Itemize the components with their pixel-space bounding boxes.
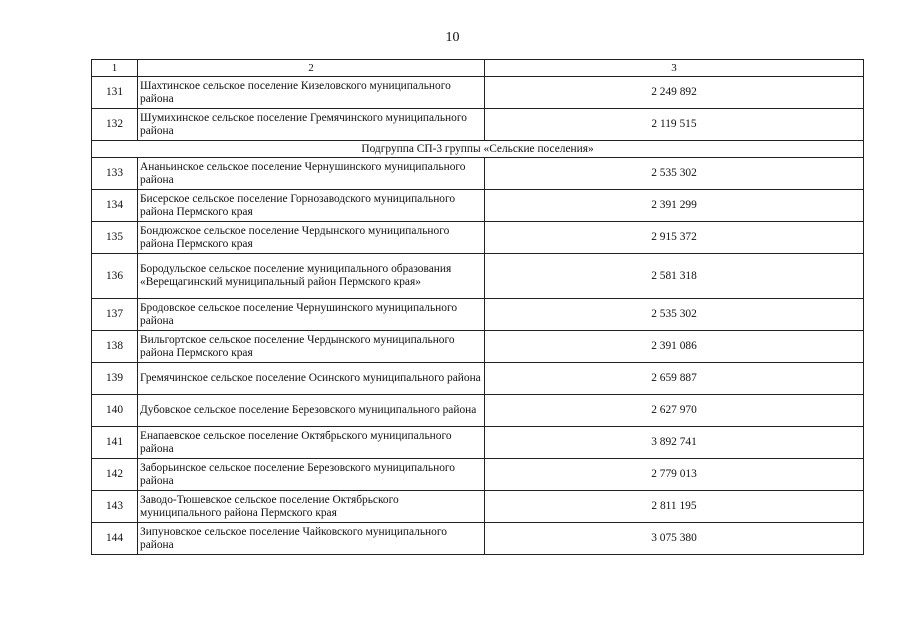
settlement-name: Бородульское сельское поселение муниципального образования «Верещагинский муниципальный район Пермского края»	[138, 254, 485, 299]
table-header-row	[92, 60, 864, 77]
amount-value: 2 915 372	[485, 222, 864, 254]
settlement-name: Заборьинское сельское поселение Березовского муниципального района	[138, 459, 485, 491]
amount-value: 2 249 892	[485, 77, 864, 109]
table-row	[92, 331, 864, 363]
row-number: 131	[92, 77, 138, 109]
subgroup-header-row	[92, 141, 864, 158]
table-row	[92, 395, 864, 427]
amount-value: 3 075 380	[485, 523, 864, 555]
settlement-name: Гремячинское сельское поселение Осинского муниципального района	[138, 363, 485, 395]
budget-table	[91, 59, 864, 555]
table-row	[92, 190, 864, 222]
settlement-name: Бродовское сельское поселение Чернушинского муниципального района	[138, 299, 485, 331]
row-number: 143	[92, 491, 138, 523]
row-number: 133	[92, 158, 138, 190]
settlement-name: Шумихинское сельское поселение Гремячинского муниципального района	[138, 109, 485, 141]
amount-value: 3 892 741	[485, 427, 864, 459]
settlement-name: Бондюжское сельское поселение Чердынского муниципального района Пермского края	[138, 222, 485, 254]
row-number: 132	[92, 109, 138, 141]
amount-value: 2 581 318	[485, 254, 864, 299]
table-row	[92, 427, 864, 459]
table-row	[92, 254, 864, 299]
settlement-name: Дубовское сельское поселение Березовского муниципального района	[138, 395, 485, 427]
amount-value: 2 659 887	[485, 363, 864, 395]
table-row	[92, 491, 864, 523]
amount-value: 2 119 515	[485, 109, 864, 141]
table-row	[92, 222, 864, 254]
table-row	[92, 459, 864, 491]
settlement-name: Бисерское сельское поселение Горнозаводского муниципального района Пермского края	[138, 190, 485, 222]
row-number: 141	[92, 427, 138, 459]
table-row	[92, 109, 864, 141]
row-number: 136	[92, 254, 138, 299]
row-number: 142	[92, 459, 138, 491]
amount-value: 2 779 013	[485, 459, 864, 491]
settlement-name: Вильгортское сельское поселение Чердынского муниципального района Пермского края	[138, 331, 485, 363]
row-number: 140	[92, 395, 138, 427]
table-body	[92, 60, 864, 555]
column-header-1: 1	[92, 60, 138, 77]
row-number: 138	[92, 331, 138, 363]
row-number: 144	[92, 523, 138, 555]
page-number: 10	[445, 30, 460, 45]
row-number: 139	[92, 363, 138, 395]
amount-value: 2 811 195	[485, 491, 864, 523]
settlement-name: Зипуновское сельское поселение Чайковского муниципального района	[138, 523, 485, 555]
table-row	[92, 363, 864, 395]
row-number: 134	[92, 190, 138, 222]
amount-value: 2 391 299	[485, 190, 864, 222]
row-number: 135	[92, 222, 138, 254]
table-row	[92, 77, 864, 109]
settlement-name: Ананьинское сельское поселение Чернушинского муниципального района	[138, 158, 485, 190]
table-row	[92, 158, 864, 190]
amount-value: 2 627 970	[485, 395, 864, 427]
column-header-3: 3	[485, 60, 864, 77]
subgroup-title: Подгруппа СП-3 группы «Сельские поселения»	[92, 141, 864, 158]
amount-value: 2 535 302	[485, 299, 864, 331]
column-header-2: 2	[138, 60, 485, 77]
amount-value: 2 535 302	[485, 158, 864, 190]
settlement-name: Шахтинское сельское поселение Кизеловского муниципального района	[138, 77, 485, 109]
table-row	[92, 523, 864, 555]
amount-value: 2 391 086	[485, 331, 864, 363]
table-row	[92, 299, 864, 331]
settlement-name: Заводо-Тюшевское сельское поселение Октябрьского муниципального района Пермского края	[138, 491, 485, 523]
row-number: 137	[92, 299, 138, 331]
settlement-name: Енапаевское сельское поселение Октябрьского муниципального района	[138, 427, 485, 459]
